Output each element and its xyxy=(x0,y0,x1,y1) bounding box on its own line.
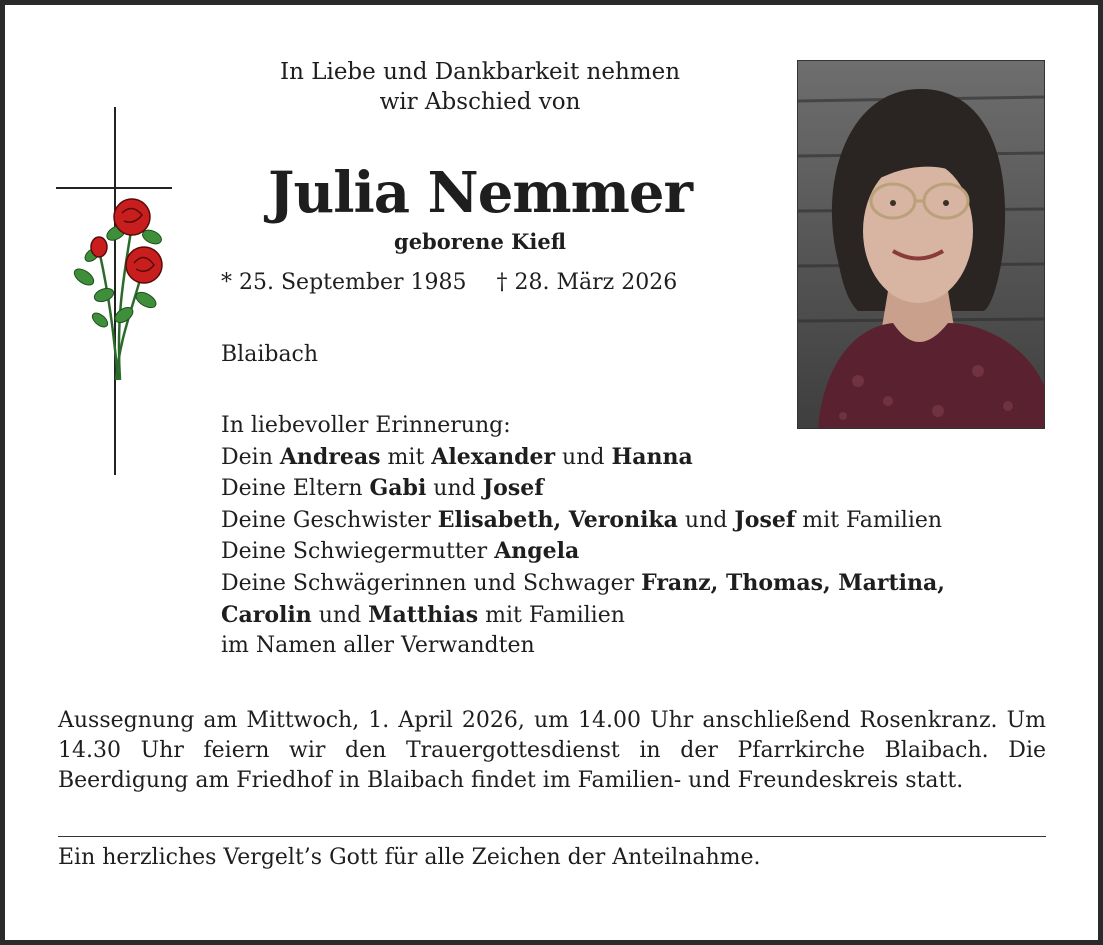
family-line-3: Deine Geschwister Elisabeth, Veronika und Josef mit Familien xyxy=(221,506,943,533)
family-line-2: Deine Eltern Gabi und Josef xyxy=(221,475,544,502)
portrait-photo xyxy=(797,60,1045,429)
life-dates xyxy=(221,268,677,298)
family-heading: In liebevoller Erinnerung: xyxy=(221,413,511,438)
family-list xyxy=(221,411,945,662)
birth-date: * 25. September 1985 xyxy=(221,270,467,295)
place: Blaibach xyxy=(221,342,319,367)
birth-name: geborene Kiefl xyxy=(394,229,566,254)
intro-text xyxy=(220,57,740,117)
funeral-details: Aussegnung am Mittwoch, 1. April 2026, um 14.00 Uhr anschließend Rosenkranz. Um 14.30 Uhr feiern wir den Trauergottesdienst in der Pfarrkirche Blaibach. Die Beerdigung am Friedhof in Blaibach findet im Familien- und Freundeskreis statt. xyxy=(58,708,1046,793)
intro-line-2: wir Abschied von xyxy=(379,89,581,115)
family-line-6: Carolin und Matthias mit Familien xyxy=(221,601,625,628)
thanks-line: Ein herzliches Vergelt’s Gott für alle Zeichen der Anteilnahme. xyxy=(58,845,761,870)
family-line-4: Deine Schwiegermutter Angela xyxy=(221,538,580,565)
intro-line-1: In Liebe und Dankbarkeit nehmen xyxy=(279,59,681,85)
family-line-7: im Namen aller Verwandten xyxy=(221,633,535,659)
family-line-1: Dein Andreas mit Alexander und Hanna xyxy=(221,443,693,470)
death-date: † 28. März 2026 xyxy=(496,270,678,295)
cross-with-roses-icon xyxy=(54,105,179,477)
deceased-name: Julia Nemmer xyxy=(268,160,692,226)
family-line-5: Deine Schwägerinnen und Schwager Franz, Thomas, Martina, xyxy=(221,569,945,596)
divider xyxy=(58,836,1046,837)
funeral-notice xyxy=(58,706,1046,796)
